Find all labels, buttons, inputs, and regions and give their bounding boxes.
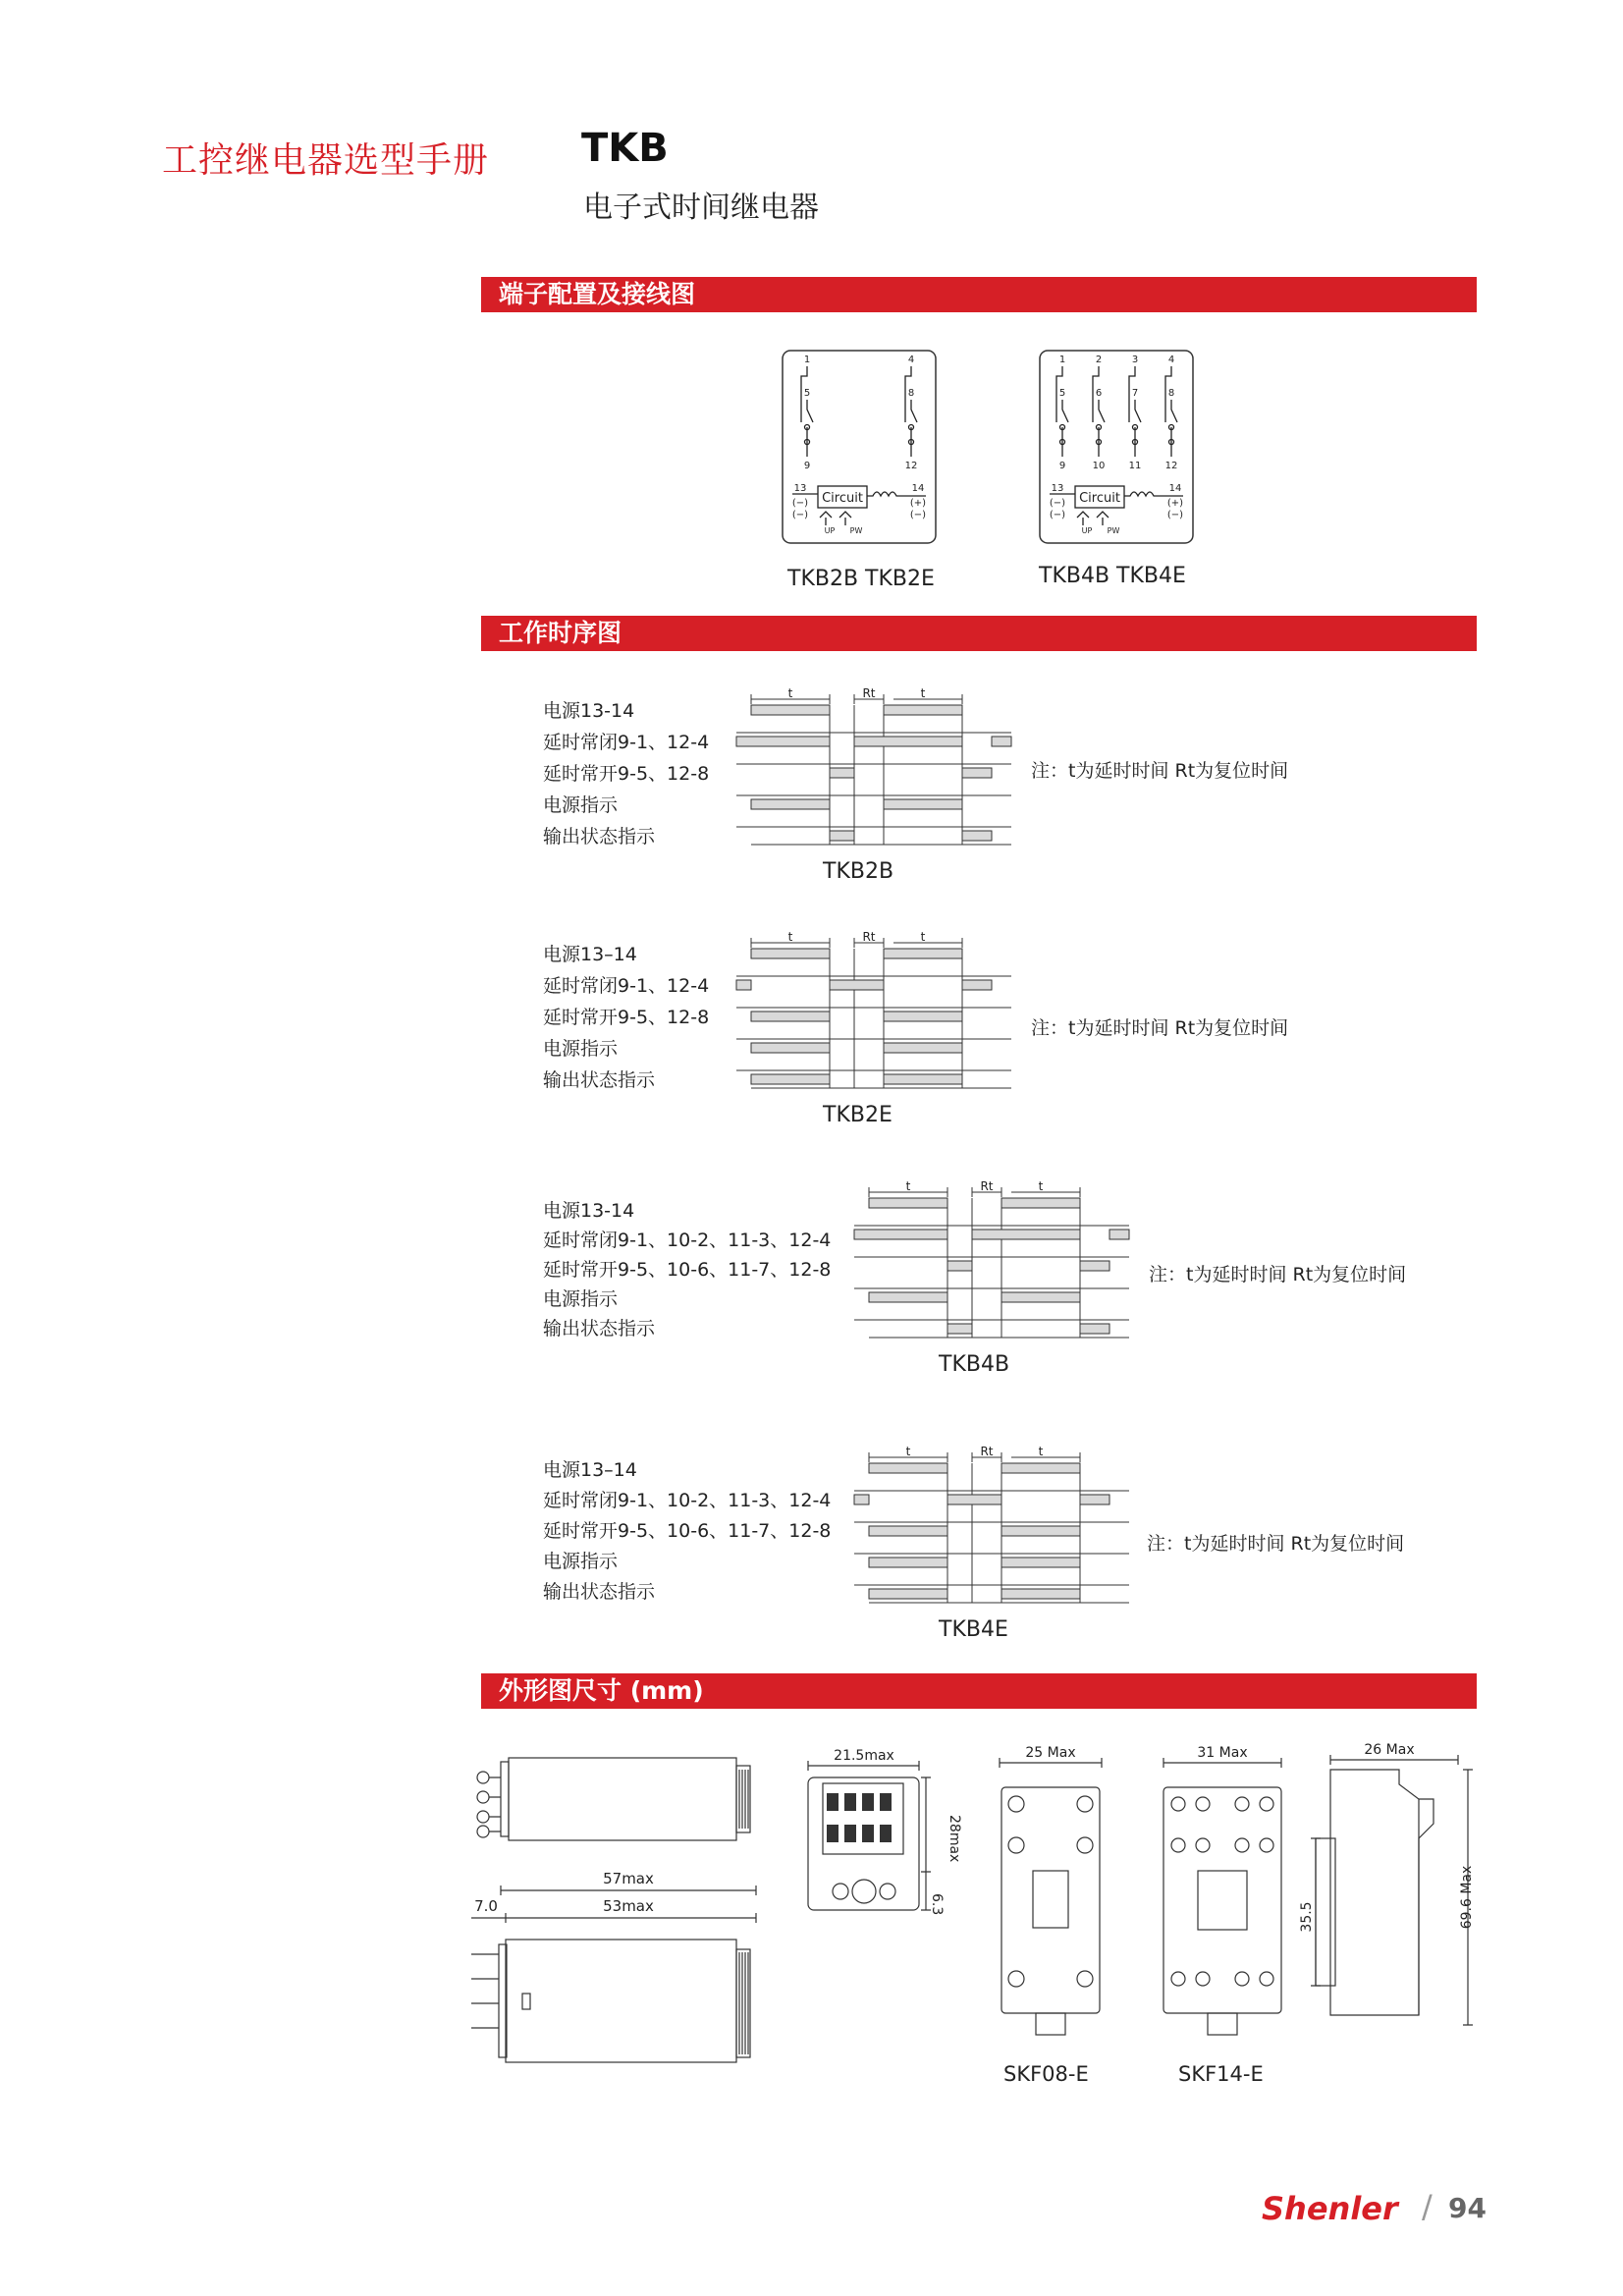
timing-note: 注：t为延时时间 Rt为复位时间 xyxy=(1031,1017,1289,1039)
svg-text:26 Max: 26 Max xyxy=(1364,1742,1415,1758)
timing-label: 电源指示 xyxy=(543,1038,619,1060)
timing-chart-tkb4b xyxy=(849,1180,1134,1347)
svg-text:(−): (−) xyxy=(1049,510,1066,520)
svg-text:69.6 Max: 69.6 Max xyxy=(1459,1865,1475,1930)
timing-labels-tkb4b xyxy=(543,1196,831,1343)
svg-text:(−): (−) xyxy=(1049,498,1066,509)
socket-skf14e xyxy=(1159,1743,1286,2057)
svg-text:53max: 53max xyxy=(603,1897,654,1915)
timing-label: 输出状态指示 xyxy=(543,1318,656,1339)
timing-label: 延时常开9-5、10-6、11-7、12-8 xyxy=(543,1520,832,1542)
svg-text:(+): (+) xyxy=(909,498,927,509)
wiring-caption-4pole: TKB4B TKB4E xyxy=(1039,564,1186,588)
svg-text:PW: PW xyxy=(1107,526,1120,535)
svg-text:Circuit: Circuit xyxy=(1079,491,1120,506)
timing-label: 输出状态指示 xyxy=(543,1581,656,1603)
page-number: 94 xyxy=(1448,2192,1487,2224)
timing-label: 输出状态指示 xyxy=(543,826,656,847)
timing-note: 注：t为延时时间 Rt为复位时间 xyxy=(1031,760,1289,782)
svg-text:11: 11 xyxy=(1128,461,1142,471)
pin-label: 5 xyxy=(803,388,811,399)
timing-labels-tkb4e xyxy=(543,1455,831,1608)
svg-text:14: 14 xyxy=(911,483,925,494)
wiring-diagram-2pole xyxy=(781,349,938,545)
svg-text:13: 13 xyxy=(793,483,807,494)
timing-caption: TKB4B xyxy=(939,1352,1010,1377)
timing-label: 延时常闭9-1、10-2、11-3、12-4 xyxy=(543,1490,832,1511)
timing-label: 电源13-14 xyxy=(543,1200,635,1222)
timing-labels-tkb2e xyxy=(543,939,709,1096)
svg-text:6.3: 6.3 xyxy=(929,1893,945,1916)
svg-text:t: t xyxy=(787,687,793,700)
product-code: TKB xyxy=(581,126,669,171)
timing-labels-tkb2b xyxy=(543,695,709,852)
svg-text:t: t xyxy=(787,931,793,944)
brand-logo: Shenler xyxy=(1262,2190,1398,2227)
footer-separator: / xyxy=(1422,2188,1433,2225)
timing-label: 电源13–14 xyxy=(543,1459,637,1481)
timing-label: 电源指示 xyxy=(543,1288,619,1310)
svg-text:1: 1 xyxy=(1058,355,1066,365)
svg-text:PW: PW xyxy=(849,526,863,535)
svg-text:Rt: Rt xyxy=(980,1180,994,1193)
svg-text:UP: UP xyxy=(1081,526,1093,535)
product-name: 电子式时间继电器 xyxy=(583,191,819,225)
svg-text:(−): (−) xyxy=(1166,510,1184,520)
timing-caption: TKB2B xyxy=(823,859,894,884)
svg-text:21.5max: 21.5max xyxy=(834,1748,894,1764)
socket-caption: SKF08-E xyxy=(1003,2062,1089,2086)
svg-text:7.0: 7.0 xyxy=(474,1897,498,1915)
svg-text:14: 14 xyxy=(1168,483,1182,494)
socket-caption: SKF14-E xyxy=(1178,2062,1264,2086)
timing-note: 注：t为延时时间 Rt为复位时间 xyxy=(1147,1533,1405,1555)
svg-text:7: 7 xyxy=(1131,388,1139,399)
svg-text:Rt: Rt xyxy=(980,1446,994,1458)
svg-text:Circuit: Circuit xyxy=(822,491,863,506)
svg-text:6: 6 xyxy=(1095,388,1103,399)
pin-label: 1 xyxy=(803,355,811,365)
svg-text:28max: 28max xyxy=(947,1815,962,1863)
timing-chart-tkb2b xyxy=(731,687,1016,854)
timing-caption: TKB2E xyxy=(823,1103,893,1127)
timing-label: 电源13-14 xyxy=(543,700,635,722)
socket-skf08e xyxy=(992,1743,1109,2057)
svg-text:t: t xyxy=(920,687,926,700)
svg-text:Rt: Rt xyxy=(862,931,876,944)
section-bar-wiring: 端子配置及接线图 xyxy=(481,277,1477,312)
svg-text:10: 10 xyxy=(1092,461,1106,471)
svg-text:t: t xyxy=(905,1180,911,1193)
wiring-diagram-4pole xyxy=(1038,349,1195,545)
svg-text:8: 8 xyxy=(1167,388,1175,399)
svg-text:2: 2 xyxy=(1095,355,1103,365)
timing-note: 注：t为延时时间 Rt为复位时间 xyxy=(1149,1264,1407,1285)
timing-label: 延时常闭9-1、10-2、11-3、12-4 xyxy=(543,1230,832,1251)
svg-text:5: 5 xyxy=(1058,388,1066,399)
timing-caption: TKB4E xyxy=(939,1617,1008,1642)
svg-text:25 Max: 25 Max xyxy=(1025,1745,1076,1761)
svg-text:12: 12 xyxy=(1164,461,1178,471)
svg-text:4: 4 xyxy=(1167,355,1175,365)
pin-label: 4 xyxy=(907,355,915,365)
relay-base-view xyxy=(803,1746,970,1918)
timing-label: 电源指示 xyxy=(543,1551,619,1572)
timing-label: 延时常闭9-1、12-4 xyxy=(543,732,710,753)
svg-text:13: 13 xyxy=(1051,483,1064,494)
timing-label: 延时常闭9-1、12-4 xyxy=(543,975,710,997)
catalog-title: 工控继电器选型手册 xyxy=(162,140,490,181)
svg-text:t: t xyxy=(1038,1446,1044,1458)
pin-label: 12 xyxy=(904,461,918,471)
section-bar-dimensions: 外形图尺寸 (mm) xyxy=(481,1673,1477,1709)
svg-text:(+): (+) xyxy=(1166,498,1184,509)
svg-text:57max: 57max xyxy=(603,1870,654,1887)
timing-label: 延时常开9-5、10-6、11-7、12-8 xyxy=(543,1259,832,1281)
socket-side-view xyxy=(1296,1740,1492,2054)
wiring-caption-2pole: TKB2B TKB2E xyxy=(787,567,935,591)
svg-text:(−): (−) xyxy=(791,510,809,520)
timing-chart-tkb4e xyxy=(849,1446,1134,1613)
svg-text:(−): (−) xyxy=(909,510,927,520)
svg-text:31 Max: 31 Max xyxy=(1197,1745,1248,1761)
svg-text:t: t xyxy=(1038,1180,1044,1193)
timing-label: 电源13–14 xyxy=(543,944,637,965)
svg-text:Rt: Rt xyxy=(862,687,876,700)
section-bar-timing: 工作时序图 xyxy=(481,616,1477,651)
timing-label: 输出状态指示 xyxy=(543,1069,656,1091)
svg-text:9: 9 xyxy=(1058,461,1066,471)
pin-label: 8 xyxy=(907,388,915,399)
svg-text:35.5: 35.5 xyxy=(1299,1901,1315,1933)
timing-label: 延时常开9-5、12-8 xyxy=(543,763,710,785)
relay-side-view xyxy=(461,1748,785,2072)
timing-label: 电源指示 xyxy=(543,794,619,816)
svg-text:UP: UP xyxy=(824,526,836,535)
svg-text:t: t xyxy=(905,1446,911,1458)
pin-label: 9 xyxy=(803,461,811,471)
timing-label: 延时常开9-5、12-8 xyxy=(543,1007,710,1028)
svg-text:3: 3 xyxy=(1131,355,1139,365)
svg-text:t: t xyxy=(920,931,926,944)
svg-text:(−): (−) xyxy=(791,498,809,509)
timing-chart-tkb2e xyxy=(731,931,1016,1098)
